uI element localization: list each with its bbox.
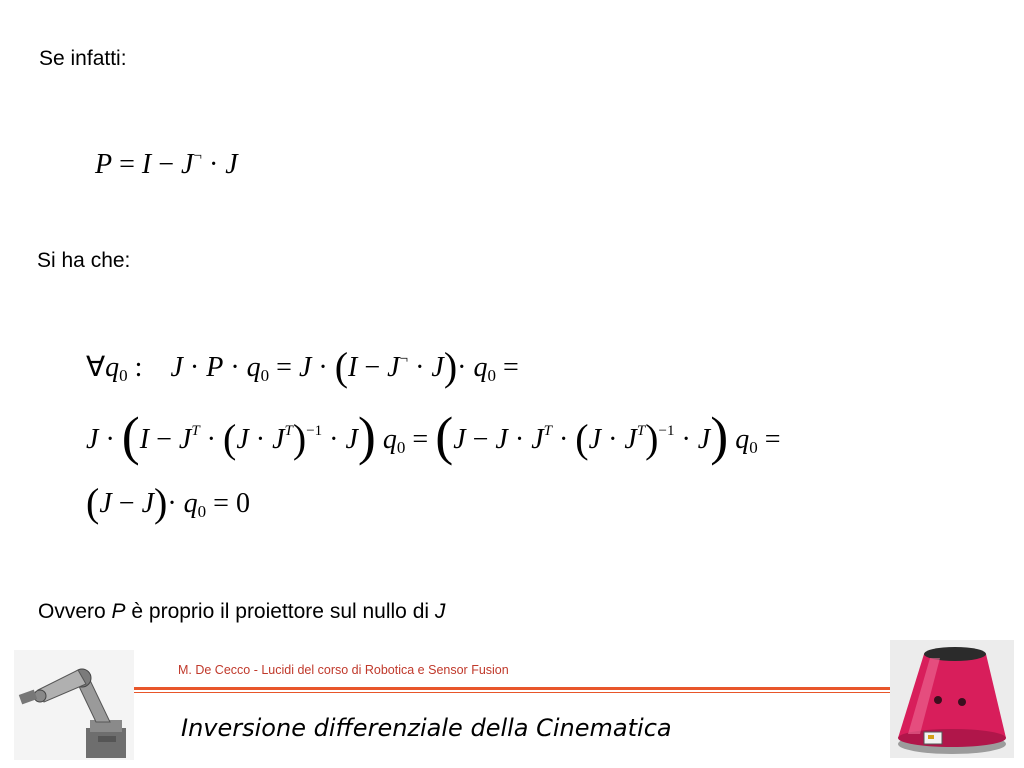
robot-arm-image <box>14 650 134 760</box>
equation-projector-definition: P = I − J¬ · J <box>95 148 238 180</box>
ovvero-P: P <box>111 600 126 623</box>
ovvero-middle: è proprio il proiettore sul nullo di <box>125 600 435 623</box>
pink-robot-image <box>890 640 1014 758</box>
ovvero-prefix: Ovvero <box>38 600 112 623</box>
footer-divider-thick <box>134 687 890 690</box>
label-si-ha-che: Si ha che: <box>37 249 131 272</box>
label-se-infatti: Se infatti: <box>39 47 127 70</box>
label-ovvero <box>38 600 445 624</box>
ovvero-J: J <box>434 600 446 623</box>
equation-line-1: $\forall q_0$ : $J \cdot P \cdot q_0 = J \cdot (I - J^\neg \cdot J)\cdot q_0$ = <box>86 344 519 389</box>
footer-author: M. De Cecco - Lucidi del corso di Robotica e Sensor Fusion <box>178 663 509 677</box>
equation-line-2: $J \cdot (I - J^T \cdot (J \cdot J^T)^{-1} \cdot J)$ $q_0 = (J - J \cdot J^T \cdot (J \cdot J^T)^{-1} \cdot J) q_0$ = <box>86 406 781 466</box>
footer-divider-thin <box>134 692 890 693</box>
footer-title: Inversione differenziale della Cinematica <box>181 714 672 742</box>
equation-line-3: $(J - J)\cdot q_0 = 0$ <box>86 480 250 525</box>
